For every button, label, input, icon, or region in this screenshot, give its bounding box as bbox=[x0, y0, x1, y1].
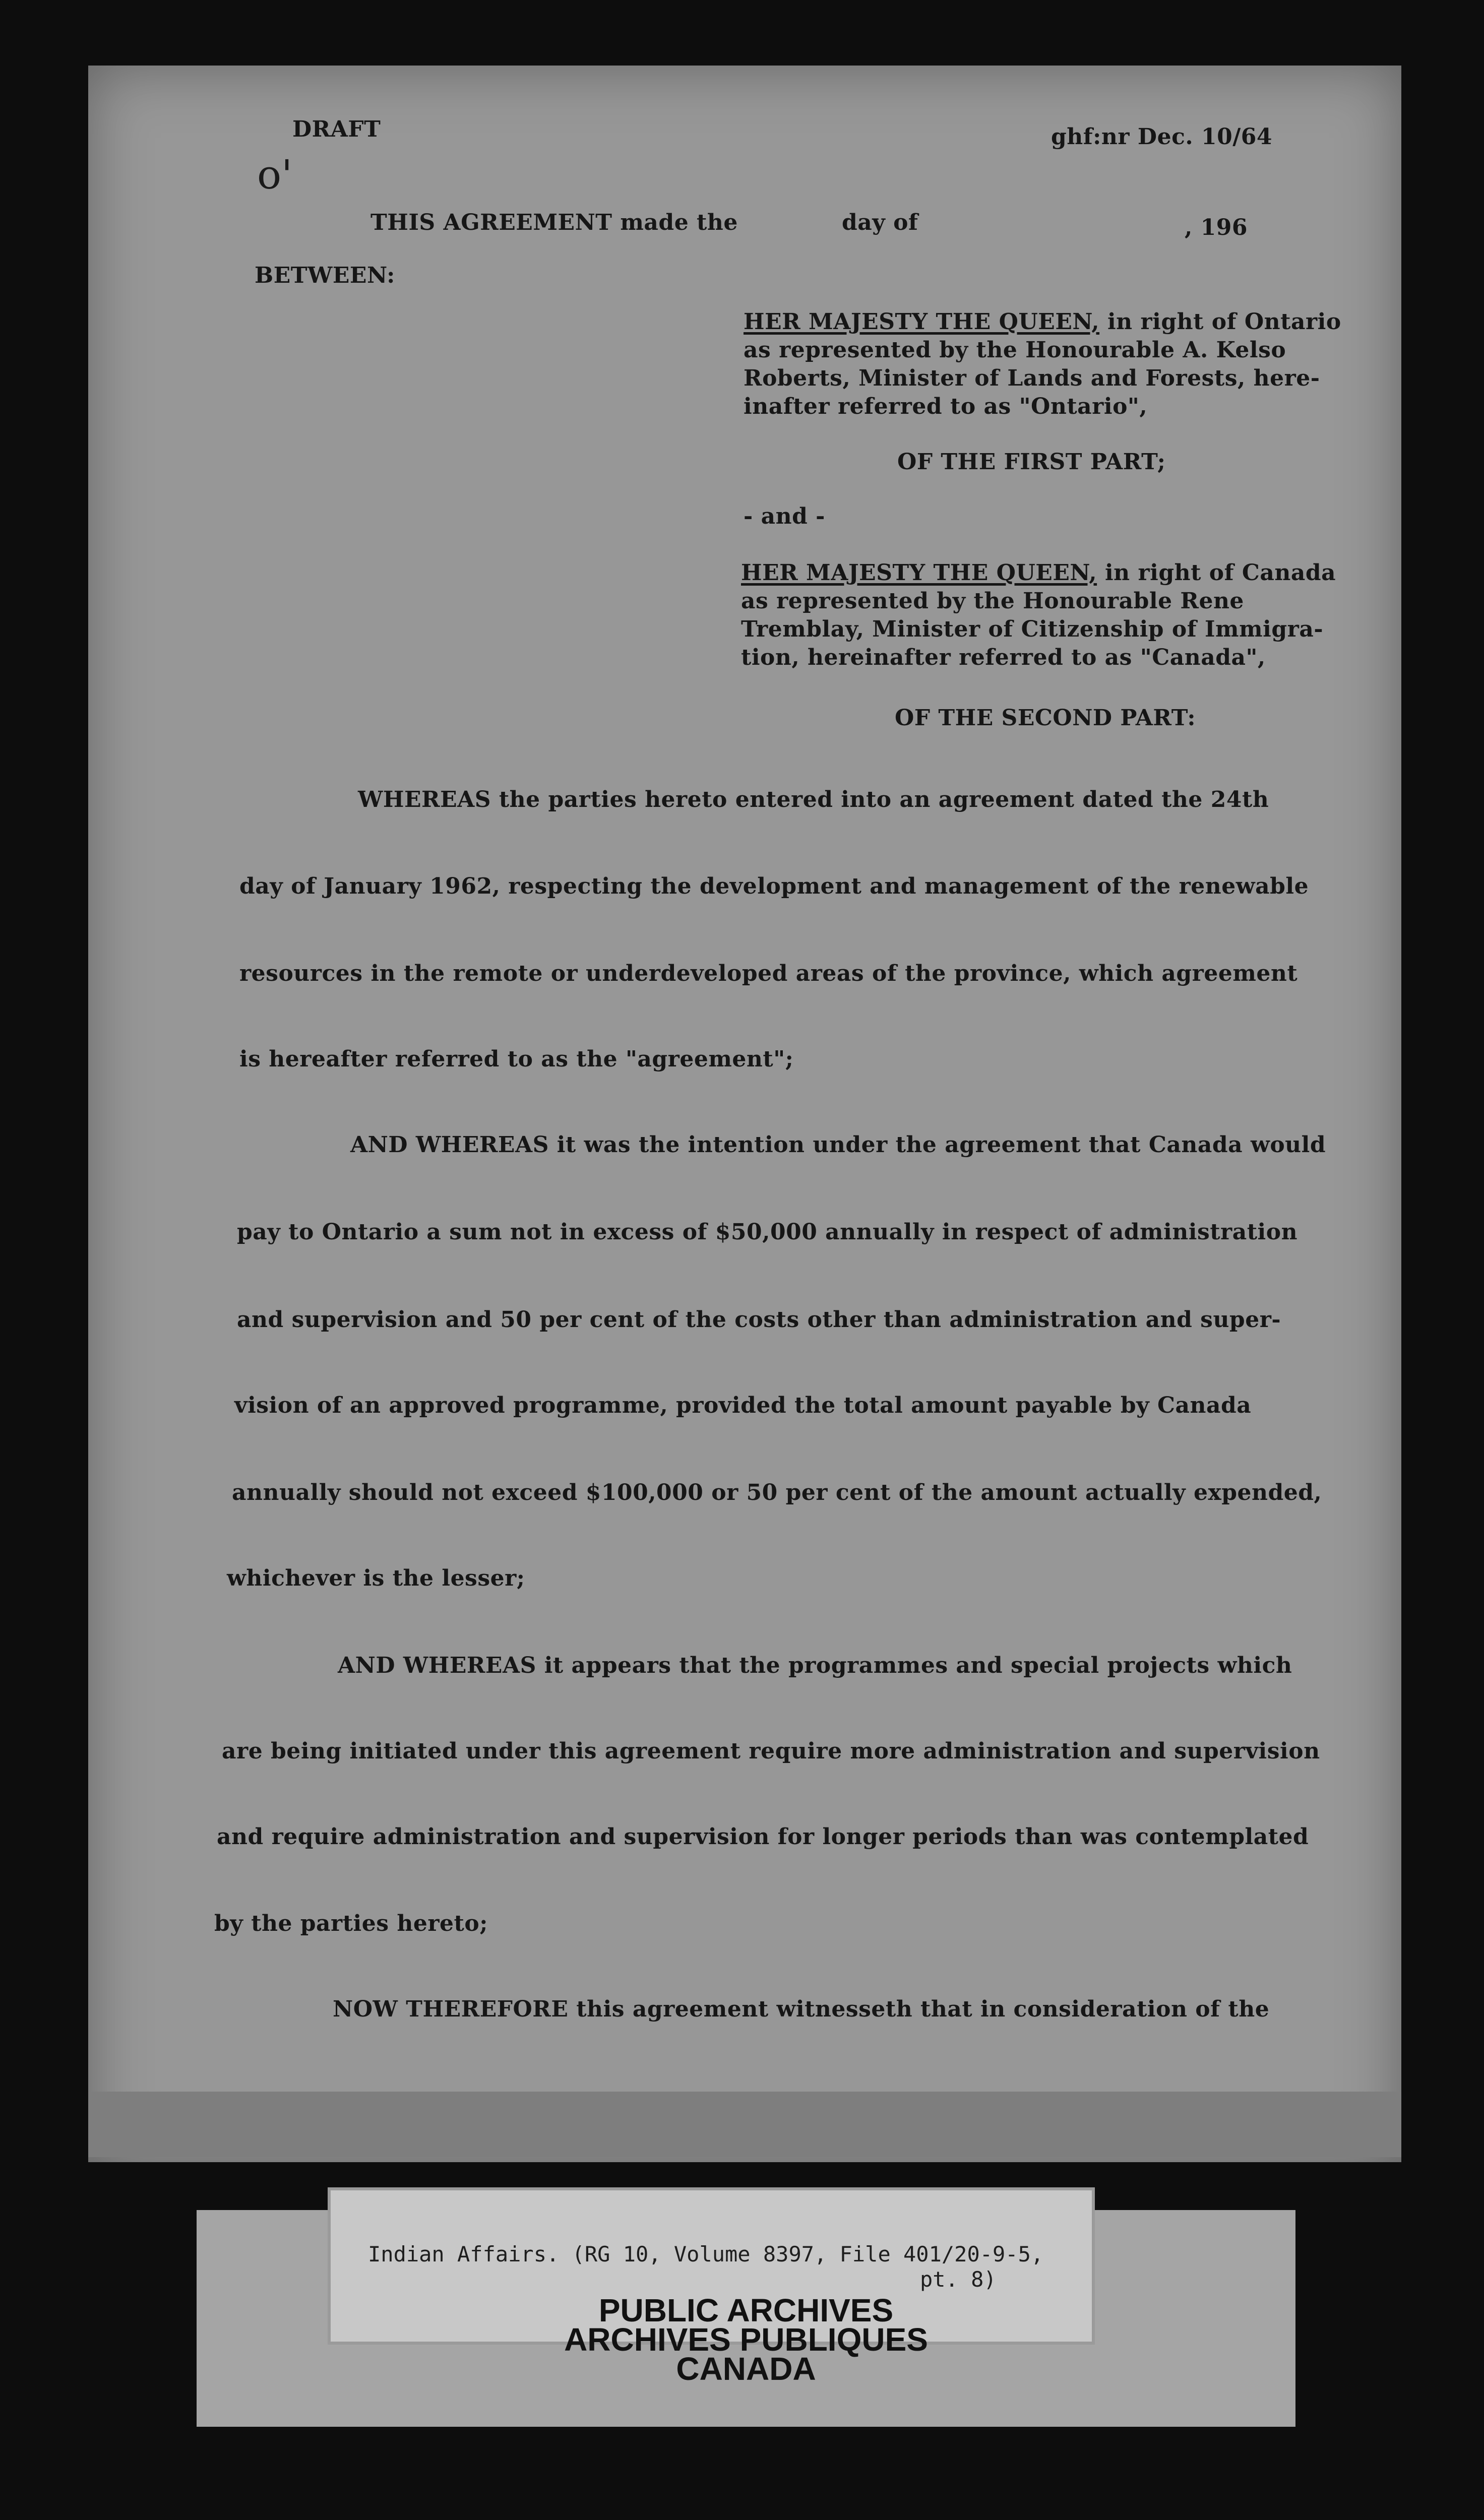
archives-stamp-line: CANADA bbox=[676, 2351, 816, 2387]
first-party-line: in right of Ontario bbox=[1107, 309, 1341, 335]
first-party-part: OF THE FIRST PART; bbox=[897, 449, 1166, 475]
body-line: annually should not exceed $100,000 or 50 per cent of the amount actually expended, bbox=[232, 1480, 1322, 1505]
body-line: day of January 1962, respecting the development and management of the renewable bbox=[239, 873, 1309, 899]
first-party-line: as represented by the Honourable A. Kelso bbox=[744, 337, 1286, 363]
body-line: are being initiated under this agreement require more administration and supervision bbox=[222, 1738, 1320, 1764]
body-line: whichever is the lesser; bbox=[227, 1565, 525, 1591]
body-line: AND WHEREAS it appears that the programmes and special projects which bbox=[338, 1653, 1292, 1678]
second-party-part: OF THE SECOND PART: bbox=[895, 705, 1196, 731]
between-label: BETWEEN: bbox=[255, 263, 395, 288]
second-party-line: in right of Canada bbox=[1104, 560, 1336, 586]
archives-stamp-line: ARCHIVES PUBLIQUES bbox=[564, 2321, 928, 2358]
second-party-line: Tremblay, Minister of Citizenship of Immigra- bbox=[741, 616, 1324, 642]
body-line: vision of an approved programme, provided the total amount payable by Canada bbox=[234, 1393, 1252, 1418]
body-line: by the parties hereto; bbox=[214, 1911, 488, 1936]
first-party-name: HER MAJESTY THE QUEEN, bbox=[744, 309, 1100, 335]
archive-reference-line: pt. 8) bbox=[920, 2267, 997, 2292]
draft-label: DRAFT bbox=[292, 116, 381, 142]
first-party-block bbox=[744, 308, 1341, 336]
body-line: AND WHEREAS it was the intention under the agreement that Canada would bbox=[350, 1132, 1326, 1158]
body-line: pay to Ontario a sum not in excess of $50,000 annually in respect of administration bbox=[237, 1219, 1298, 1245]
second-party-line: as represented by the Honourable Rene bbox=[741, 588, 1244, 614]
second-party-line: tion, hereinafter referred to as "Canada", bbox=[741, 645, 1266, 670]
and-separator: - and - bbox=[744, 503, 825, 529]
page-bottom-edge bbox=[88, 2092, 1401, 2157]
body-line: is hereafter referred to as the "agreement"; bbox=[239, 1046, 794, 1072]
first-party-line: Roberts, Minister of Lands and Forests, here- bbox=[744, 365, 1320, 391]
body-line: WHEREAS the parties hereto entered into an agreement dated the 24th bbox=[358, 787, 1269, 812]
archives-stamp-line: PUBLIC ARCHIVES bbox=[598, 2292, 894, 2328]
body-line: and require administration and supervision for longer periods than was contemplated bbox=[217, 1824, 1309, 1850]
day-of-label: day of bbox=[842, 210, 918, 235]
body-line: resources in the remote or underdeveloped areas of the province, which agreement bbox=[239, 961, 1298, 986]
second-party-block bbox=[741, 559, 1336, 587]
body-line: NOW THEREFORE this agreement witnesseth that in consideration of the bbox=[333, 1996, 1270, 2022]
second-party-name: HER MAJESTY THE QUEEN, bbox=[741, 560, 1097, 586]
handwritten-mark-icon: o' bbox=[257, 151, 293, 198]
body-line: and supervision and 50 per cent of the costs other than administration and super- bbox=[237, 1307, 1281, 1333]
archive-reference-line: Indian Affairs. (RG 10, Volume 8397, File 401/20-9-5, bbox=[368, 2242, 1044, 2266]
first-party-line: inafter referred to as "Ontario", bbox=[744, 394, 1148, 419]
reference-line: ghf:nr Dec. 10/64 bbox=[1051, 124, 1273, 150]
agreement-intro: THIS AGREEMENT made the bbox=[370, 210, 738, 235]
year-label: , 196 bbox=[1185, 215, 1248, 240]
